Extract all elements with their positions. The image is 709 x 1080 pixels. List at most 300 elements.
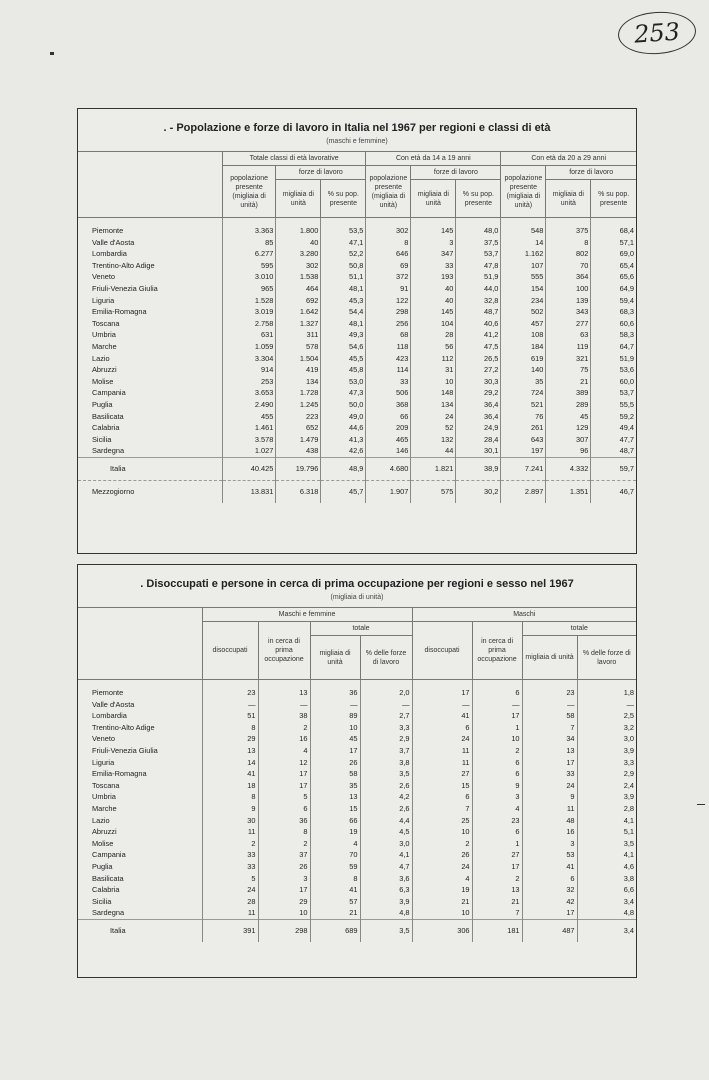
table2-cerca-header: in cerca di prima occupazione: [472, 622, 522, 680]
table-cell: 256: [366, 318, 411, 330]
table-cell: 17: [522, 907, 577, 919]
table-cell: 3: [472, 791, 522, 803]
table-cell: 68,4: [591, 225, 636, 237]
scan-mark: [697, 804, 705, 805]
region-name: Trentino-Alto Adige: [92, 260, 155, 270]
table-cell: 30,1: [456, 445, 501, 457]
table-cell: —: [360, 699, 412, 711]
table-cell: 2: [412, 838, 472, 850]
table-cell: 2,7: [360, 710, 412, 722]
table2-frame: [77, 564, 637, 978]
region-name: Molise: [92, 376, 114, 386]
table-cell: 52,2: [321, 248, 366, 260]
table-cell: 197: [501, 445, 546, 457]
table-cell: 689: [310, 919, 360, 942]
table-cell: 21: [412, 896, 472, 908]
table-cell: 47,5: [456, 341, 501, 353]
table-cell: 76: [501, 411, 546, 423]
table-cell: 24,9: [456, 422, 501, 434]
table-cell: 6.318: [276, 480, 321, 503]
table-cell: 3,4: [577, 896, 636, 908]
table1-header-blank: [78, 152, 222, 218]
table-cell: 6,6: [577, 884, 636, 896]
table-cell: 3,8: [360, 757, 412, 769]
table-cell: 2,9: [577, 768, 636, 780]
table-cell: 145: [411, 225, 456, 237]
table-cell: 802: [546, 248, 591, 260]
table-cell: 2,5: [577, 710, 636, 722]
table-cell: 45,5: [321, 353, 366, 365]
table1-migliaia-header: migliaia di unità: [546, 180, 591, 218]
table-cell: 119: [546, 341, 591, 353]
table-cell: 36: [310, 687, 360, 699]
table-cell: 57: [310, 896, 360, 908]
table-cell: —: [310, 699, 360, 711]
table-cell: 2,9: [360, 733, 412, 745]
table-row: [78, 329, 636, 341]
table-cell: 66: [366, 411, 411, 423]
table-cell: 652: [276, 422, 321, 434]
region-name: Lazio: [92, 353, 110, 363]
table-cell: 68,3: [591, 306, 636, 318]
table-cell: 261: [501, 422, 546, 434]
table-row: [78, 722, 636, 734]
table-cell: 28,4: [456, 434, 501, 446]
table-cell: 4,1: [360, 849, 412, 861]
table-cell: 306: [412, 919, 472, 942]
table1-forze-header: forze di lavoro: [546, 166, 636, 180]
spacer-row: [78, 680, 636, 688]
table-cell: 6: [412, 791, 472, 803]
table-cell: 27: [472, 849, 522, 861]
table-cell: 23: [472, 815, 522, 827]
table-cell: 3.363: [222, 225, 275, 237]
table-cell: 19: [412, 884, 472, 896]
table-cell: 13: [202, 745, 258, 757]
table-cell: 4,4: [360, 815, 412, 827]
table-cell: 631: [222, 329, 275, 341]
table2-totale-header: totale: [522, 622, 636, 636]
table-cell: 47,8: [456, 260, 501, 272]
table-cell: 69: [366, 260, 411, 272]
table-cell: 438: [276, 445, 321, 457]
table-cell: 35: [501, 376, 546, 388]
table-cell: 107: [501, 260, 546, 272]
table-cell: 53,0: [321, 376, 366, 388]
table-cell: 33: [522, 768, 577, 780]
table1-group-header: Totale classi di età lavorative: [222, 152, 365, 166]
table-cell: 2,6: [360, 780, 412, 792]
region-name: Toscana: [92, 318, 120, 328]
region-name: Lombardia: [92, 711, 127, 721]
table-cell: 253: [222, 376, 275, 388]
table-cell: 134: [411, 399, 456, 411]
region-name: Lazio: [92, 815, 110, 825]
table-cell: 643: [501, 434, 546, 446]
table-row: [78, 434, 636, 446]
table-cell: 24: [412, 733, 472, 745]
region-name: Toscana: [92, 780, 120, 790]
table-cell: 70: [546, 260, 591, 272]
table-cell: 6: [472, 768, 522, 780]
table-cell: 17: [522, 757, 577, 769]
table-row: [78, 838, 636, 850]
table-cell: 140: [501, 364, 546, 376]
table1-forze-header: forze di lavoro: [411, 166, 501, 180]
table-cell: 7.241: [501, 457, 546, 480]
table-cell: 35: [310, 780, 360, 792]
table-cell: 45,3: [321, 295, 366, 307]
table-cell: 3,7: [360, 745, 412, 757]
table-cell: 75: [546, 364, 591, 376]
table-cell: 51,1: [321, 271, 366, 283]
table-cell: 45: [546, 411, 591, 423]
table-cell: 96: [546, 445, 591, 457]
table-cell: 595: [222, 260, 275, 272]
region-name: Sicilia: [92, 896, 112, 906]
table-cell: 44,6: [321, 422, 366, 434]
table-cell: —: [577, 699, 636, 711]
table-cell: 4,5: [360, 826, 412, 838]
table-row: [78, 399, 636, 411]
table-cell: 555: [501, 271, 546, 283]
table-cell: 2: [258, 838, 310, 850]
table1-pct-header: % su pop. presente: [456, 180, 501, 218]
table-cell: 1.504: [276, 353, 321, 365]
table-row: [78, 295, 636, 307]
table-cell: 48,1: [321, 283, 366, 295]
table-cell: 4,8: [577, 907, 636, 919]
table-cell: 27,2: [456, 364, 501, 376]
region-name: Campania: [92, 850, 126, 860]
table2-disoccupati-header: disoccupati: [202, 622, 258, 680]
table-cell: 7: [412, 803, 472, 815]
table-cell: 41: [202, 768, 258, 780]
table-cell: 70: [310, 849, 360, 861]
region-name: Sardegna: [92, 446, 125, 456]
table-cell: 104: [411, 318, 456, 330]
table-cell: 53,5: [321, 225, 366, 237]
page-number: 253: [617, 9, 698, 56]
table-cell: 4,6: [577, 861, 636, 873]
table-cell: 41: [310, 884, 360, 896]
table-cell: 3,9: [577, 745, 636, 757]
table-cell: 44: [411, 445, 456, 457]
table-row: [78, 803, 636, 815]
table-cell: 6: [258, 803, 310, 815]
table1-pct-header: % su pop. presente: [321, 180, 366, 218]
table-cell: 619: [501, 353, 546, 365]
table-row: [78, 271, 636, 283]
table-cell: 3,3: [360, 722, 412, 734]
table2-pct-header: % delle forze di lavoro: [577, 636, 636, 680]
table-cell: 129: [546, 422, 591, 434]
table-cell: 68: [366, 329, 411, 341]
table-cell: 3.304: [222, 353, 275, 365]
table-cell: 1.821: [411, 457, 456, 480]
table-row: [78, 884, 636, 896]
table-cell: 48,7: [591, 445, 636, 457]
table-cell: 3,3: [577, 757, 636, 769]
table2-group-all: Maschi e femmine: [202, 608, 412, 622]
region-name: Umbria: [92, 330, 116, 340]
table-cell: 34: [522, 733, 577, 745]
table-cell: 63: [546, 329, 591, 341]
table-cell: 33: [366, 376, 411, 388]
table-row: [78, 745, 636, 757]
region-name: Emilia-Romagna: [92, 307, 147, 317]
table-cell: 3.280: [276, 248, 321, 260]
table-row: [78, 376, 636, 388]
table-cell: 455: [222, 411, 275, 423]
table-cell: 40: [276, 237, 321, 249]
table2-disoccupati-header: disoccupati: [412, 622, 472, 680]
table-cell: 56: [411, 341, 456, 353]
table-row: [78, 341, 636, 353]
table-cell: 40: [411, 283, 456, 295]
table-cell: 1.728: [276, 387, 321, 399]
table-cell: 42,6: [321, 445, 366, 457]
table-cell: 59,7: [591, 457, 636, 480]
region-name: Piemonte: [92, 226, 124, 235]
table-cell: 10: [258, 907, 310, 919]
table-cell: 6: [522, 873, 577, 885]
table-cell: 3.010: [222, 271, 275, 283]
table-cell: 134: [276, 376, 321, 388]
table-row: [78, 260, 636, 272]
table-cell: 12: [258, 757, 310, 769]
table-cell: 298: [258, 919, 310, 942]
table-cell: 51: [202, 710, 258, 722]
region-name: Campania: [92, 388, 126, 398]
table-cell: 24: [411, 411, 456, 423]
table-cell: 311: [276, 329, 321, 341]
region-name: Valle d'Aosta: [92, 699, 135, 709]
table1-group-header: Con età da 20 a 29 anni: [501, 152, 636, 166]
table-cell: 40,6: [456, 318, 501, 330]
table-cell: 41: [522, 861, 577, 873]
table-cell: 1.800: [276, 225, 321, 237]
table-cell: 575: [411, 480, 456, 503]
table-cell: 6: [472, 757, 522, 769]
table-cell: 30,2: [456, 480, 501, 503]
table-cell: 7: [472, 907, 522, 919]
table-cell: 389: [546, 387, 591, 399]
table-cell: 1.538: [276, 271, 321, 283]
region-name: Marche: [92, 803, 117, 813]
table-cell: 53,7: [591, 387, 636, 399]
table-cell: 1.162: [501, 248, 546, 260]
table-cell: 5: [202, 873, 258, 885]
table2-cerca-header: in cerca di prima occupazione: [258, 622, 310, 680]
table-cell: 65,6: [591, 271, 636, 283]
mezzogiorno-total-row: [78, 480, 636, 503]
table2-title: . Disoccupati e persone in cerca di prima occupazione per regioni e sesso nel 1967: [140, 578, 574, 590]
table-cell: 11: [412, 757, 472, 769]
table-cell: 15: [310, 803, 360, 815]
table-row: [78, 248, 636, 260]
table-cell: 33: [202, 861, 258, 873]
table-row: [78, 768, 636, 780]
table2: [78, 607, 636, 942]
table-cell: 4: [258, 745, 310, 757]
table-cell: 3,5: [360, 919, 412, 942]
table-cell: 14: [202, 757, 258, 769]
table1-pop-header: popolazione presente (migliaia di unità): [366, 166, 411, 218]
table-cell: 148: [411, 387, 456, 399]
scan-mark: [50, 52, 54, 55]
table-cell: 307: [546, 434, 591, 446]
table-row: [78, 826, 636, 838]
table-cell: 40: [411, 295, 456, 307]
table-cell: 60,6: [591, 318, 636, 330]
table-cell: 66: [310, 815, 360, 827]
table-cell: 302: [366, 225, 411, 237]
table-cell: 1.461: [222, 422, 275, 434]
table-cell: 49,4: [591, 422, 636, 434]
table-cell: 17: [472, 861, 522, 873]
region-name: Trentino-Alto Adige: [92, 722, 155, 732]
table-cell: 375: [546, 225, 591, 237]
table-cell: 578: [276, 341, 321, 353]
table-cell: 33: [202, 849, 258, 861]
table-cell: 15: [412, 780, 472, 792]
table-cell: 13.831: [222, 480, 275, 503]
table-cell: 1,8: [577, 687, 636, 699]
table-cell: 19.796: [276, 457, 321, 480]
table-cell: 52: [411, 422, 456, 434]
table-cell: 2: [202, 838, 258, 850]
table-cell: 41: [412, 710, 472, 722]
table-cell: 521: [501, 399, 546, 411]
table-cell: 14: [501, 237, 546, 249]
table-cell: 24: [522, 780, 577, 792]
table-cell: 9: [202, 803, 258, 815]
table-cell: 3,4: [577, 919, 636, 942]
table-cell: 40.425: [222, 457, 275, 480]
table-cell: 692: [276, 295, 321, 307]
table-cell: 4: [472, 803, 522, 815]
table-cell: 27: [412, 768, 472, 780]
table-cell: 3,6: [360, 873, 412, 885]
table-cell: 41,2: [456, 329, 501, 341]
table-cell: 48,9: [321, 457, 366, 480]
table-cell: 4,1: [577, 815, 636, 827]
table-cell: —: [522, 699, 577, 711]
table-cell: 321: [546, 353, 591, 365]
table-cell: 1.351: [546, 480, 591, 503]
table-cell: 45: [310, 733, 360, 745]
table-cell: 59,2: [591, 411, 636, 423]
table-cell: 25: [412, 815, 472, 827]
table-cell: 11: [412, 745, 472, 757]
table-cell: 145: [411, 306, 456, 318]
table-cell: 112: [411, 353, 456, 365]
table-cell: 8: [366, 237, 411, 249]
table-cell: 277: [546, 318, 591, 330]
table-cell: 26: [258, 861, 310, 873]
table1-frame: [77, 108, 637, 554]
table1-pct-header: % su pop. presente: [591, 180, 636, 218]
table-cell: 223: [276, 411, 321, 423]
region-name: Valle d'Aosta: [92, 237, 135, 247]
table-cell: 11: [522, 803, 577, 815]
region-name: Umbria: [92, 792, 116, 802]
table-cell: 6.277: [222, 248, 275, 260]
table-cell: 118: [366, 341, 411, 353]
region-name: Friuli-Venezia Giulia: [92, 745, 158, 755]
table-cell: 8: [202, 791, 258, 803]
table-cell: 21: [472, 896, 522, 908]
table-cell: 50,0: [321, 399, 366, 411]
table-cell: 724: [501, 387, 546, 399]
table-cell: 45,7: [321, 480, 366, 503]
table-cell: 58,3: [591, 329, 636, 341]
table-row: [78, 733, 636, 745]
table-cell: 3: [258, 873, 310, 885]
table-cell: 19: [310, 826, 360, 838]
table-cell: 53,7: [456, 248, 501, 260]
table-cell: 289: [546, 399, 591, 411]
region-name: Italia: [78, 457, 222, 480]
table-row: [78, 780, 636, 792]
table-cell: 2.897: [501, 480, 546, 503]
table-cell: 10: [411, 376, 456, 388]
table-cell: 53: [522, 849, 577, 861]
table-cell: 16: [258, 733, 310, 745]
table-cell: 4: [310, 838, 360, 850]
table-cell: 45,8: [321, 364, 366, 376]
table-cell: 50,8: [321, 260, 366, 272]
table-cell: 17: [258, 780, 310, 792]
region-name: Friuli-Venezia Giulia: [92, 283, 158, 293]
region-name: Liguria: [92, 757, 115, 767]
table-cell: 41,3: [321, 434, 366, 446]
table-cell: 181: [472, 919, 522, 942]
table1-pop-header: popolazione presente (migliaia di unità): [222, 166, 275, 218]
table-cell: 36,4: [456, 411, 501, 423]
table1-migliaia-header: migliaia di unità: [411, 180, 456, 218]
table-cell: 1.479: [276, 434, 321, 446]
table-cell: 47,1: [321, 237, 366, 249]
table-cell: 64,7: [591, 341, 636, 353]
table-cell: —: [258, 699, 310, 711]
table-cell: 3,9: [577, 791, 636, 803]
region-name: Abruzzi: [92, 365, 117, 375]
table-cell: 49,3: [321, 329, 366, 341]
table-row: [78, 237, 636, 249]
table-cell: 391: [202, 919, 258, 942]
table-row: [78, 849, 636, 861]
table-row: [78, 387, 636, 399]
table-cell: 4,7: [360, 861, 412, 873]
table-cell: 372: [366, 271, 411, 283]
table-cell: 154: [501, 283, 546, 295]
table-cell: 3,2: [577, 722, 636, 734]
region-name: Sicilia: [92, 434, 112, 444]
italia-total-row: [78, 919, 636, 942]
table-cell: 57,1: [591, 237, 636, 249]
table-cell: 24: [202, 884, 258, 896]
table-cell: 69,0: [591, 248, 636, 260]
table-cell: 47,3: [321, 387, 366, 399]
table-row: [78, 225, 636, 237]
table-cell: 1.642: [276, 306, 321, 318]
table-row: [78, 445, 636, 457]
table-cell: 465: [366, 434, 411, 446]
spacer-row: [78, 218, 636, 226]
table-cell: 914: [222, 364, 275, 376]
